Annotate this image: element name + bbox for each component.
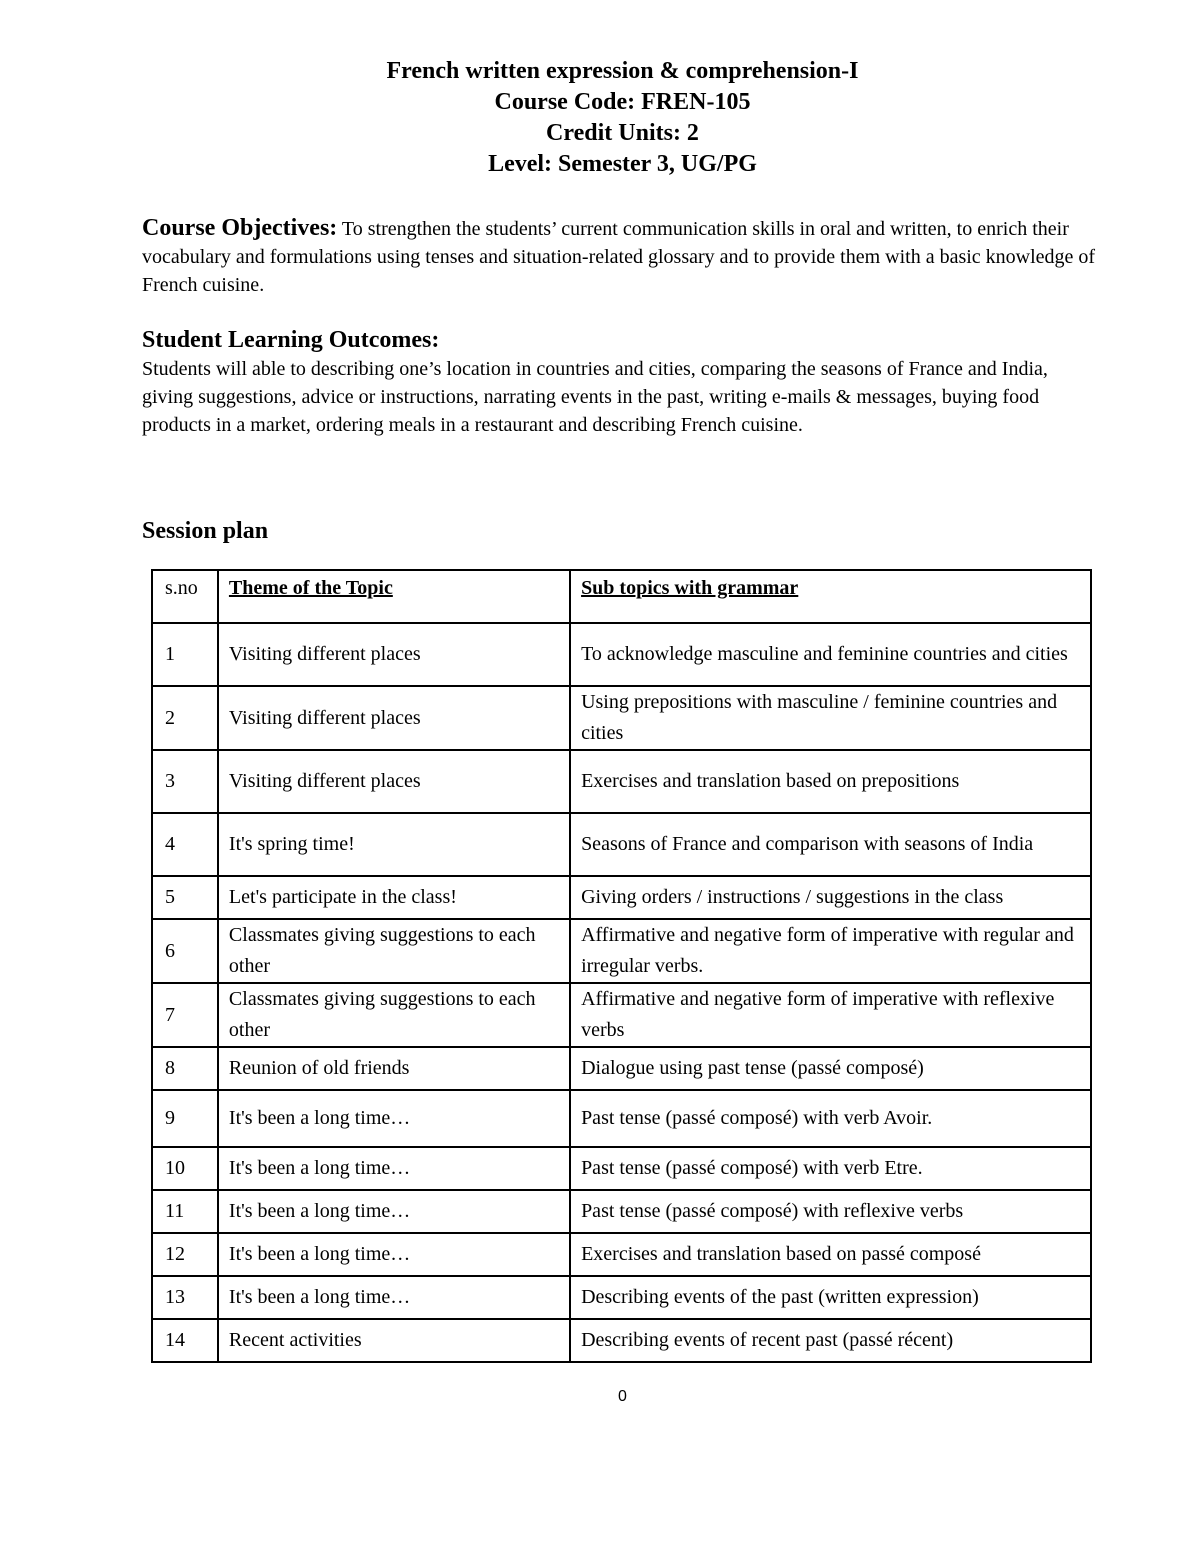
row-sno: 5 <box>152 876 218 919</box>
row-subtopic: Using prepositions with masculine / feminine countries and cities <box>570 686 1091 750</box>
row-theme: Visiting different places <box>218 750 570 813</box>
table-row <box>152 1090 1091 1147</box>
row-theme: Let's participate in the class! <box>218 876 570 919</box>
objectives-text: To strengthen the students’ current communication skills in oral and written, to enrich their vocabulary and formulations using tenses and situation-related glossary and to provide them with a basic knowledge of French cuisine. <box>142 218 1096 296</box>
row-subtopic: Describing events of the past (written expression) <box>570 1276 1091 1319</box>
row-theme: It's spring time! <box>218 813 570 876</box>
row-subtopic: Exercises and translation based on prepositions <box>570 750 1091 813</box>
row-sno: 1 <box>152 623 218 686</box>
row-sno: 9 <box>152 1090 218 1147</box>
table-row <box>152 1276 1091 1319</box>
row-subtopic: Past tense (passé composé) with reflexive verbs <box>570 1190 1091 1233</box>
row-subtopic: Seasons of France and comparison with seasons of India <box>570 813 1091 876</box>
outcomes-text: Students will able to describing one’s location in countries and cities, comparing the seasons of France and India, giving suggestions, advice or instructions, narrating events in the past, writing e-mails & messages, buying food products in a market, ordering meals in a restaurant and describing French cuisine. <box>142 358 1048 436</box>
row-theme: It's been a long time… <box>218 1233 570 1276</box>
row-subtopic: Giving orders / instructions / suggestions in the class <box>570 876 1091 919</box>
row-theme: It's been a long time… <box>218 1147 570 1190</box>
row-sno: 13 <box>152 1276 218 1319</box>
table-row <box>152 1319 1091 1362</box>
table-row <box>152 623 1091 686</box>
row-theme: It's been a long time… <box>218 1276 570 1319</box>
table-row <box>152 813 1091 876</box>
row-subtopic: Affirmative and negative form of imperative with reflexive verbs <box>570 983 1091 1047</box>
course-code: Course Code: FREN-105 <box>494 89 751 115</box>
header-subtopics: Sub topics with grammar <box>570 570 1091 623</box>
row-sno: 4 <box>152 813 218 876</box>
row-theme: Classmates giving suggestions to each other <box>218 919 570 983</box>
table-header-row <box>152 570 1091 623</box>
row-sno: 8 <box>152 1047 218 1090</box>
row-theme: Classmates giving suggestions to each other <box>218 983 570 1047</box>
row-subtopic: Affirmative and negative form of imperative with regular and irregular verbs. <box>570 919 1091 983</box>
header-sno: s.no <box>152 570 218 623</box>
row-theme: It's been a long time… <box>218 1090 570 1147</box>
course-level: Level: Semester 3, UG/PG <box>488 151 757 177</box>
session-plan-table <box>151 569 1092 1363</box>
row-sno: 6 <box>152 919 218 983</box>
row-subtopic: Past tense (passé composé) with verb Avoir. <box>570 1090 1091 1147</box>
row-subtopic: Dialogue using past tense (passé composé) <box>570 1047 1091 1090</box>
table-row <box>152 919 1091 983</box>
table-row <box>152 1190 1091 1233</box>
page-number: 0 <box>618 1388 627 1405</box>
row-theme: Reunion of old friends <box>218 1047 570 1090</box>
row-theme: Visiting different places <box>218 686 570 750</box>
table-row <box>152 750 1091 813</box>
row-sno: 10 <box>152 1147 218 1190</box>
row-theme: It's been a long time… <box>218 1190 570 1233</box>
table-row <box>152 876 1091 919</box>
row-sno: 2 <box>152 686 218 750</box>
row-sno: 12 <box>152 1233 218 1276</box>
row-subtopic: Past tense (passé composé) with verb Etre. <box>570 1147 1091 1190</box>
table-row <box>152 983 1091 1047</box>
credit-units: Credit Units: 2 <box>546 120 699 146</box>
session-plan-heading: Session plan <box>142 518 269 544</box>
row-sno: 14 <box>152 1319 218 1362</box>
objectives-label: Course Objectives: <box>142 215 338 241</box>
outcomes-heading: Student Learning Outcomes: <box>142 327 440 353</box>
header-theme: Theme of the Topic <box>218 570 570 623</box>
row-sno: 11 <box>152 1190 218 1233</box>
row-sno: 3 <box>152 750 218 813</box>
row-theme: Recent activities <box>218 1319 570 1362</box>
table-row <box>152 686 1091 750</box>
course-objectives <box>142 214 1102 299</box>
row-subtopic: Describing events of recent past (passé récent) <box>570 1319 1091 1362</box>
course-title: French written expression & comprehension-I <box>386 58 859 84</box>
table-row <box>152 1147 1091 1190</box>
row-subtopic: Exercises and translation based on passé composé <box>570 1233 1091 1276</box>
row-sno: 7 <box>152 983 218 1047</box>
table-row <box>152 1233 1091 1276</box>
row-subtopic: To acknowledge masculine and feminine countries and cities <box>570 623 1091 686</box>
table-row <box>152 1047 1091 1090</box>
course-header <box>0 56 1200 180</box>
row-theme: Visiting different places <box>218 623 570 686</box>
